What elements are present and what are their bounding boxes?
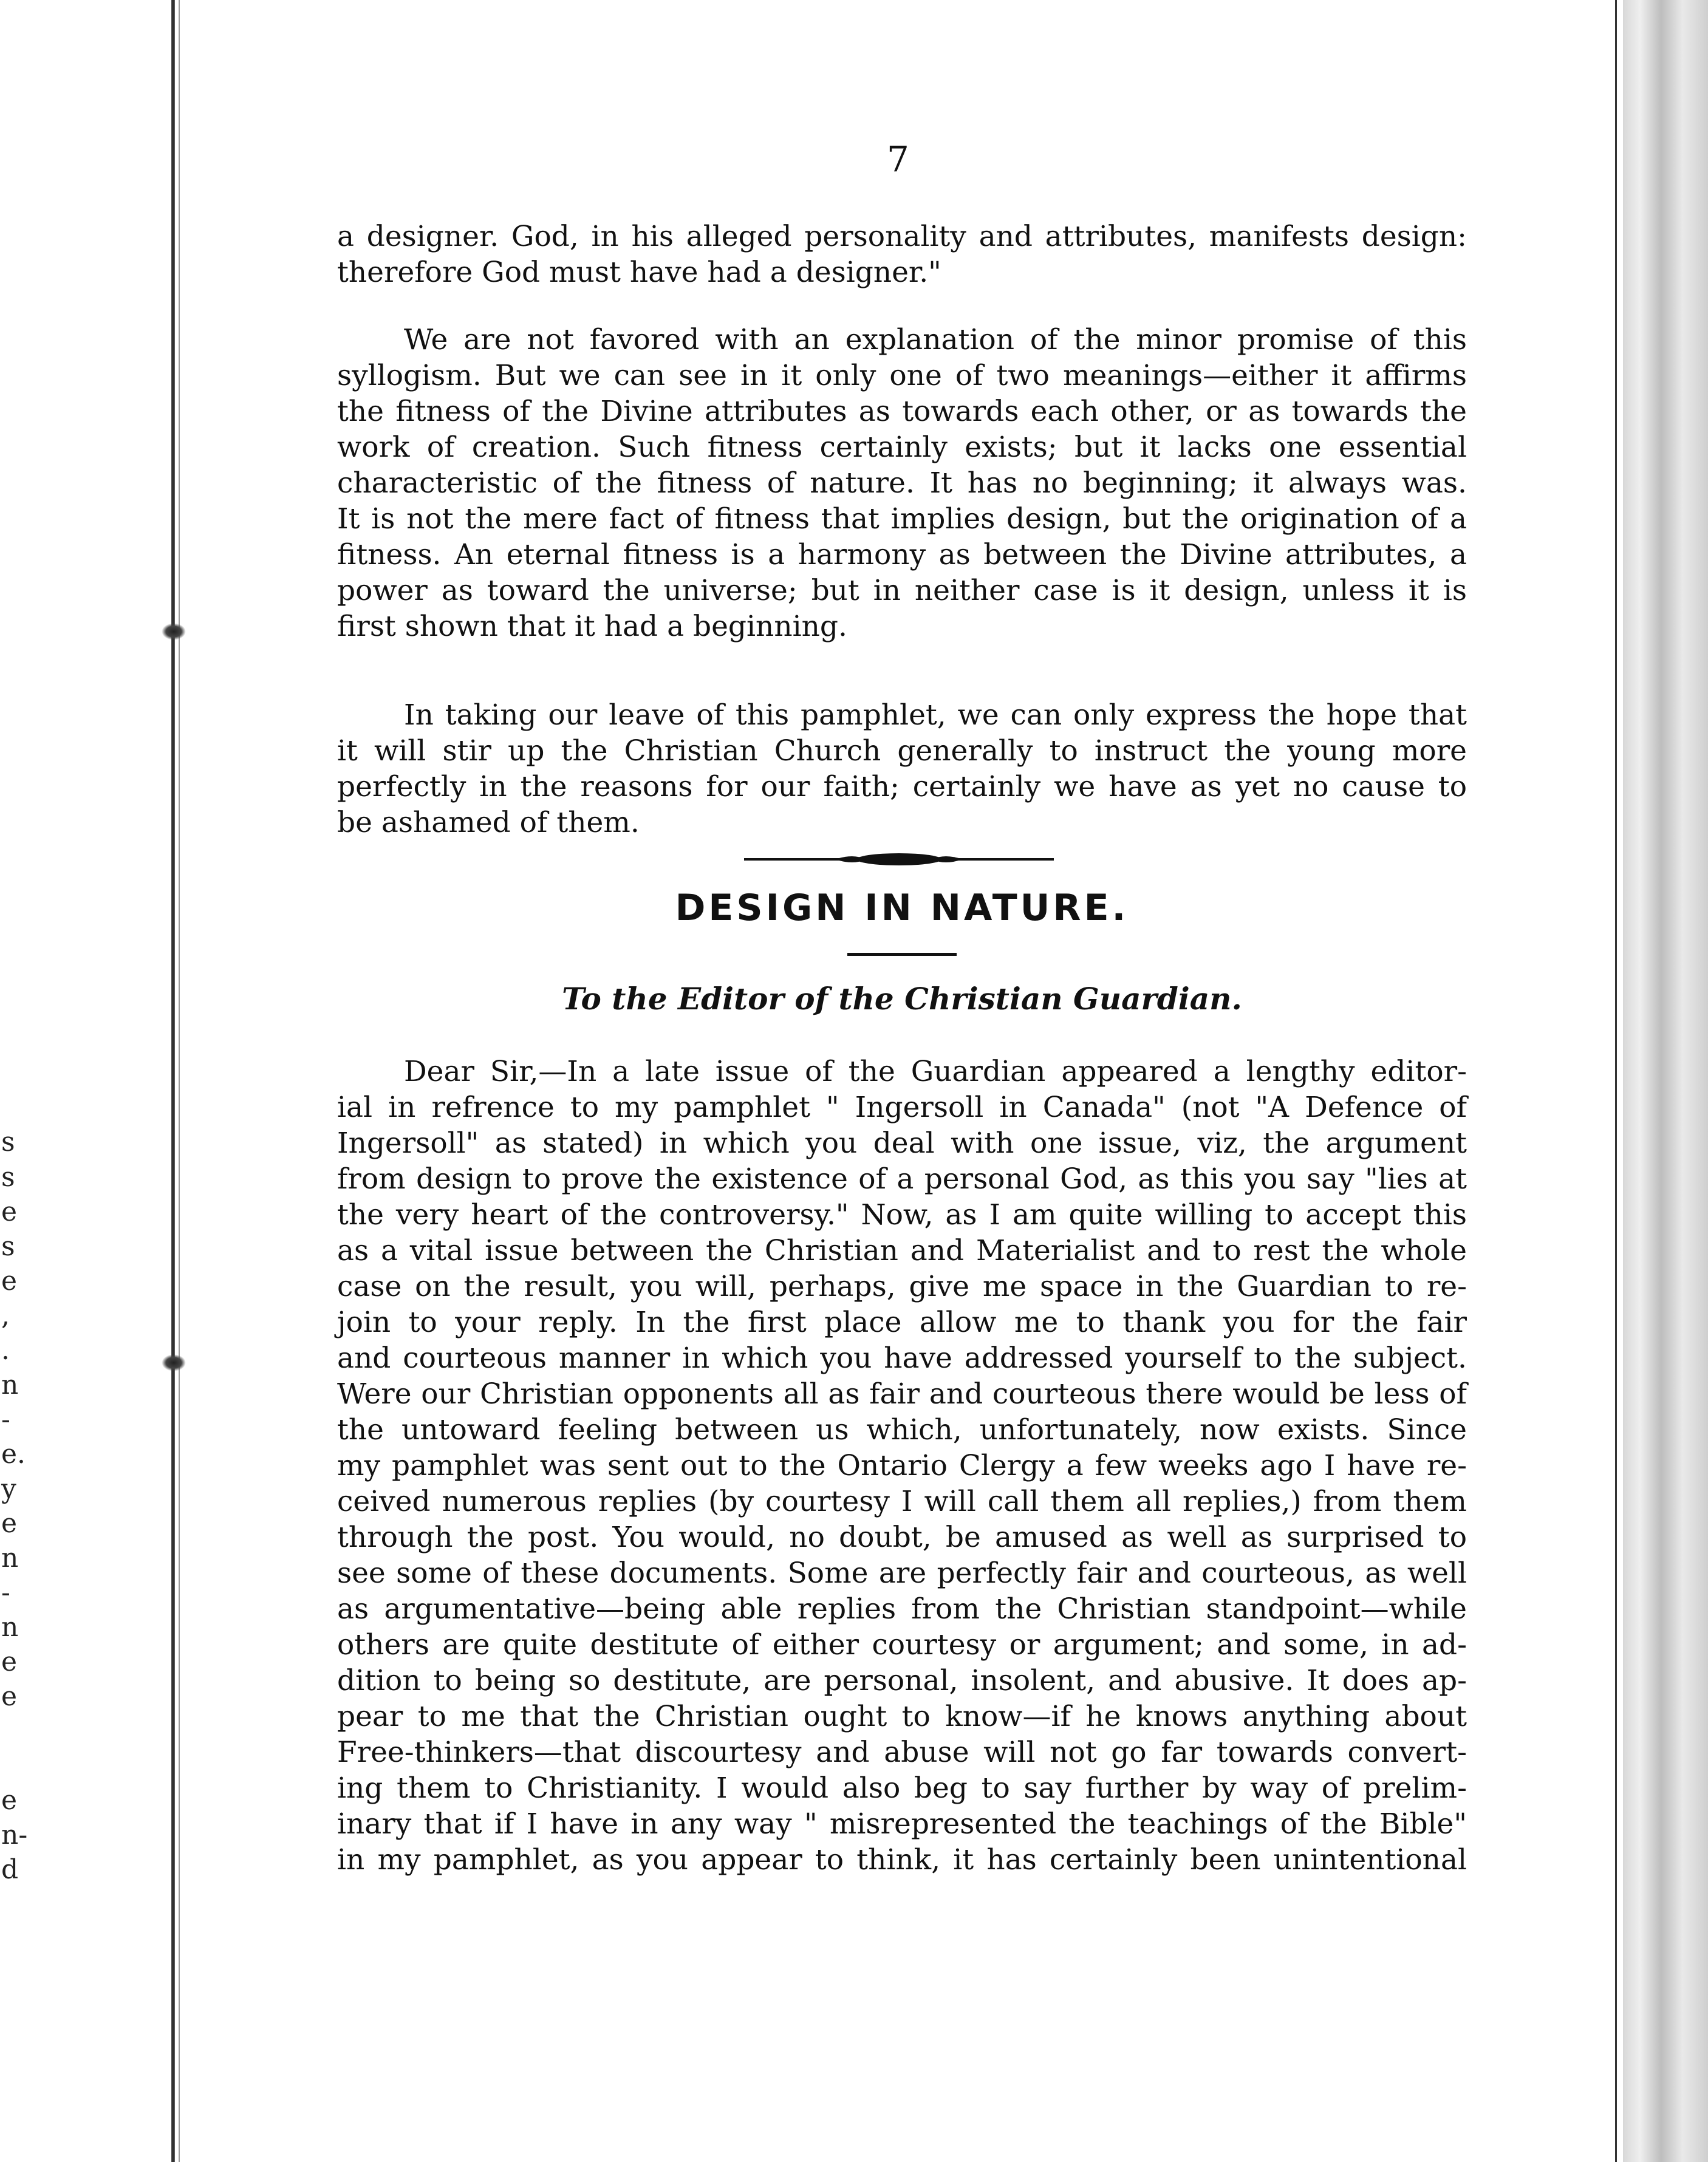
text-line: first shown that it had a beginning. bbox=[337, 610, 847, 643]
text-line: fitness. An eternal fitness is a harmony as between the Divine attributes, a bbox=[337, 538, 1467, 571]
margin-fragment: e. bbox=[1, 1439, 26, 1470]
text-line: dition to being so destitute, are personal, insolent, and abusive. It does ap- bbox=[337, 1664, 1467, 1697]
closing-paragraph bbox=[337, 697, 1467, 841]
text-line: Free-thinkers—that discourtesy and abuse will not go far towards convert- bbox=[337, 1736, 1467, 1769]
text-line: be ashamed of them. bbox=[337, 806, 640, 839]
text-line: as a vital issue between the Christian and Materialist and to rest the whole bbox=[337, 1234, 1467, 1267]
margin-fragment: y bbox=[1, 1473, 16, 1504]
letter-body bbox=[337, 1054, 1467, 1878]
margin-fragment: e bbox=[1, 1196, 18, 1227]
text-line: power as toward the universe; but in neither case is it design, unless it is bbox=[337, 574, 1467, 607]
margin-fragment: - bbox=[1, 1577, 10, 1608]
text-line: join to your reply. In the first place allow me to thank you for the fair bbox=[337, 1306, 1467, 1339]
margin-fragment: s bbox=[1, 1231, 15, 1262]
margin-fragment: s bbox=[1, 1162, 15, 1193]
margin-fragment: e bbox=[1, 1266, 18, 1297]
margin-fragment: s bbox=[1, 1127, 15, 1158]
text-line: It is not the mere fact of fitness that implies design, but the origination of a bbox=[337, 502, 1467, 536]
text-line: a designer. God, in his alleged personality and attributes, manifests design: bbox=[337, 220, 1467, 253]
text-line: the untoward feeling between us which, unfortunately, now exists. Since bbox=[337, 1413, 1467, 1447]
binding-thread bbox=[162, 1354, 186, 1371]
margin-fragment: n bbox=[1, 1543, 19, 1574]
margin-fragment: e bbox=[1, 1785, 18, 1816]
text-line: Ingersoll" as stated) in which you deal with one issue, viz, the argument bbox=[337, 1127, 1467, 1160]
text-line: characteristic of the fitness of nature. It has no beginning; it always was. bbox=[337, 466, 1467, 500]
text-line: In taking our leave of this pamphlet, we can only express the hope that bbox=[404, 698, 1467, 732]
margin-fragment: n bbox=[1, 1612, 19, 1643]
margin-fragment: n- bbox=[1, 1819, 28, 1850]
text-line: perfectly in the reasons for our faith; certainly we have as yet no cause to bbox=[337, 770, 1467, 803]
margin-fragment: e bbox=[1, 1681, 18, 1712]
margin-fragment: , bbox=[1, 1300, 10, 1331]
binding-edge bbox=[171, 0, 175, 2162]
page-number: 7 bbox=[887, 138, 909, 180]
margin-fragment: e bbox=[1, 1508, 18, 1539]
text-line: through the post. You would, no doubt, be amused as well as surprised to bbox=[337, 1521, 1467, 1554]
text-line: as argumentative—being able replies from the Christian standpoint—while bbox=[337, 1592, 1467, 1626]
binding-edge-shadow bbox=[179, 0, 180, 2162]
margin-fragment: d bbox=[1, 1854, 19, 1885]
heading-rule bbox=[847, 953, 957, 956]
facing-page-fragments bbox=[0, 0, 28, 2162]
page-edge-shadow bbox=[1623, 0, 1708, 2162]
text-line: ceived numerous replies (by courtesy I will call them all replies,) from them bbox=[337, 1485, 1467, 1518]
text-line: from design to prove the existence of a personal God, as this you say "lies at bbox=[337, 1162, 1467, 1196]
text-line: my pamphlet was sent out to the Ontario Clergy a few weeks ago I have re- bbox=[337, 1449, 1467, 1482]
section-heading: DESIGN IN NATURE. bbox=[675, 887, 1129, 929]
margin-fragment: e bbox=[1, 1646, 18, 1677]
binding-thread bbox=[162, 623, 186, 640]
margin-fragment: n bbox=[1, 1369, 19, 1400]
text-line: inary that if I have in any way " misrepresented the teachings of the Bible" bbox=[337, 1807, 1467, 1841]
text-line: therefore God must have had a designer." bbox=[337, 256, 941, 289]
text-line: the fitness of the Divine attributes as towards each other, or as towards the bbox=[337, 395, 1467, 428]
text-line: in my pamphlet, as you appear to think, it has certainly been unintentional bbox=[337, 1843, 1467, 1877]
text-line: pear to me that the Christian ought to know—if he knows anything about bbox=[337, 1700, 1467, 1733]
margin-fragment: . bbox=[1, 1335, 10, 1366]
letter-address: To the Editor of the Christian Guardian. bbox=[562, 981, 1242, 1017]
text-line: case on the result, you will, perhaps, give me space in the Guardian to re- bbox=[337, 1270, 1467, 1303]
page-right-border bbox=[1615, 0, 1617, 2162]
text-line: and courteous manner in which you have addressed yourself to the subject. bbox=[337, 1342, 1467, 1375]
text-line: ing them to Christianity. I would also beg to say further by way of prelim- bbox=[337, 1772, 1467, 1805]
text-line: work of creation. Such fitness certainly exists; but it lacks one essential bbox=[337, 431, 1467, 464]
text-line: We are not favored with an explanation of the minor promise of this bbox=[404, 323, 1467, 356]
margin-fragment: - bbox=[1, 1404, 10, 1435]
text-line: ial in refrence to my pamphlet " Ingersoll in Canada" (not "A Defence of bbox=[337, 1091, 1467, 1124]
text-line: Were our Christian opponents all as fair and courteous there would be less of bbox=[337, 1377, 1467, 1411]
text-line: syllogism. But we can see in it only one of two meanings—either it affirms bbox=[337, 359, 1467, 392]
text-line: it will stir up the Christian Church generally to instruct the young more bbox=[337, 734, 1467, 768]
syllogism-paragraph bbox=[337, 322, 1467, 644]
continuation-paragraph bbox=[337, 219, 1467, 290]
text-line: the very heart of the controversy." Now, as I am quite willing to accept this bbox=[337, 1198, 1467, 1232]
text-line: see some of these documents. Some are perfectly fair and courteous, as well bbox=[337, 1557, 1467, 1590]
text-line: Dear Sir,—In a late issue of the Guardian appeared a lengthy editor- bbox=[404, 1055, 1467, 1088]
ornamental-divider bbox=[744, 847, 1054, 871]
text-line: others are quite destitute of either courtesy or argument; and some, in ad- bbox=[337, 1628, 1467, 1662]
